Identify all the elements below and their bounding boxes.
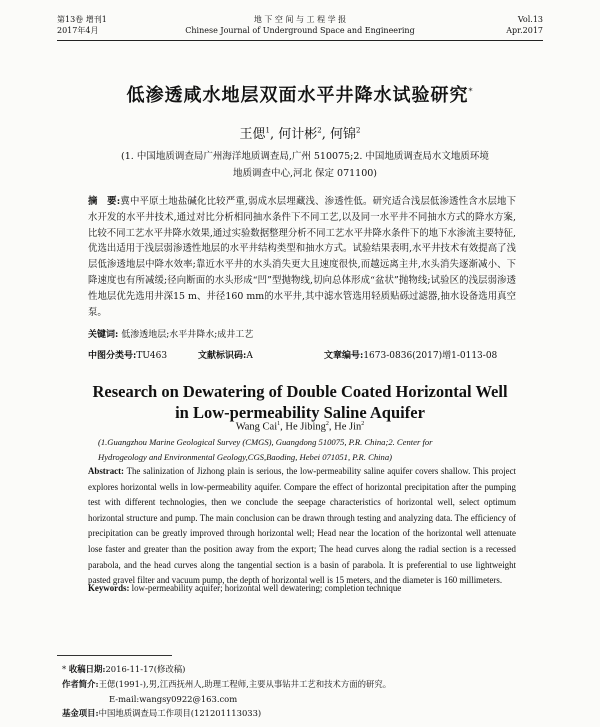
doc-code: 文献标识码:A bbox=[198, 351, 253, 361]
keywords-label: 关键词: bbox=[88, 330, 119, 340]
author-affil-sup: 2 bbox=[325, 421, 329, 427]
affiliation-cn bbox=[120, 148, 490, 182]
article-number: 文章编号:1673-0836(2017)增1-0113-08 bbox=[324, 351, 498, 361]
running-header bbox=[57, 12, 543, 41]
author-affil-sup: 2 bbox=[361, 421, 365, 427]
abstract-en bbox=[88, 464, 516, 589]
abstract-en-text: The salinization of Jizhong plain is serious, the low-permeability saline aquifer covers shallow. This project explores horizontal wells in low-permeability aquifer. Compare the effect of horizontal precipitation after the pumping test with different technologies, then we conclude the seepage characteristics of horizontal well, select optimum horizontal structure and pump. The main conclusion can be drawn through testing and analyzing data. The efficiency of precipitation can be greatly improved through horizontal well; Head near the location of the horizontal well attenuate lose faster and greater than the position away from the export; The head curves along the radial section is a recessed parabola, and the head curves along the tangential section is a basin of parabola. It is preferential to use lightweight pasted gravel filter and vacuum pump, the depth of horizontal well is 15 meters, and the diameter is 160 millimeters. bbox=[88, 466, 517, 586]
abstract-cn bbox=[88, 194, 516, 320]
header-journal-en: Chinese Journal of Underground Space and Engineering bbox=[185, 26, 415, 35]
header-volume: 第13卷 增刊1 bbox=[57, 15, 107, 24]
author-name-en: He Jin bbox=[334, 421, 362, 433]
affiliation-line: (1. 中国地质调查局广州海洋地质调查局,广州 510075;2. 中国地质调查局水文地质环境 bbox=[121, 151, 489, 162]
header-journal-cn: 地 下 空 间 与 工 程 学 报 bbox=[253, 15, 347, 24]
author-name: 何锦 bbox=[330, 127, 357, 142]
title-footnote-mark: * bbox=[468, 87, 474, 96]
abstract-label: 摘 要: bbox=[88, 196, 121, 207]
author-affil-sup: 2 bbox=[356, 126, 361, 135]
author-affil-sup: 1 bbox=[265, 126, 270, 135]
affiliation-en bbox=[98, 435, 518, 465]
title-en-line: in Low-permeability Saline Aquifer bbox=[175, 403, 425, 422]
clc-number: 中图分类号:TU463 bbox=[88, 351, 168, 361]
received-date: * 收稿日期:2016-11-17(修改稿) bbox=[62, 664, 186, 674]
header-vol-en bbox=[506, 14, 543, 36]
author-bio: 作者简介:王偲(1991-),男,江西抚州人,助理工程师,主要从事钻井工艺和技术方面的研究。 bbox=[62, 678, 392, 689]
abstract-text: 冀中平原土地盐碱化比较严重,弱成水层埋藏浅、渗透性低。研究适合浅层低渗透性含水层地下水开发的水平井技术,通过对比分析相同抽水条件下不同工艺,以及同一水平井不同抽水方式的降水方案,比较不同工艺水平井降水效果,通过实验数据整理分析不同工艺水平井降水条件下的地下水渗流主要特征,优选出适用于浅层弱渗透性地层的水平井结构类型和抽水方式。试验结果表明,水平井技术有效提高了浅层低渗透地层中降水效率;靠近水平井的水头消失更大且速度很快,而越远离主井,水头消失逐渐减小、下降速度也有所减缓;径向断面的水头形成“凹”型抛物线,切向总体形成“盆状”抛物线;试验区的浅层弱渗透性地层优先选用井深15 m、井径160 mm的水平井,其中滤水管选用轻质贴砾过滤器,抽水设备选用真空泵。 bbox=[88, 196, 517, 318]
keywords-text: 低渗透地层;水平井降水;成井工艺 bbox=[121, 330, 254, 340]
keywords-cn bbox=[88, 327, 253, 340]
paper-title-cn bbox=[40, 81, 560, 107]
paper-title-text: 低渗透咸水地层双面水平井降水试验研究 bbox=[126, 85, 469, 106]
author-name: 何计彬 bbox=[278, 127, 318, 142]
header-date: 2017年4月 bbox=[57, 26, 99, 35]
footnote-divider bbox=[57, 655, 172, 656]
affiliation-en-line: Hydrogeology and Environmental Geology,CGS,Baoding, Hebei 071051, P.R. China) bbox=[98, 452, 392, 462]
keywords-en-label: Keywords: bbox=[88, 583, 130, 593]
author-affil-sup: 2 bbox=[317, 126, 322, 135]
author-email: E-mail:wangsy0922@163.com bbox=[109, 693, 238, 704]
fund-project: 基金项目:中国地质调查局工作项目(121201113033) bbox=[62, 708, 262, 719]
author-name: 王偲 bbox=[239, 127, 266, 142]
author-name-en: He Jibing bbox=[285, 421, 326, 433]
abstract-en-label: Abstract: bbox=[88, 466, 124, 476]
header-vol-date: Apr.2017 bbox=[506, 26, 543, 35]
author-name-en: Wang Cai bbox=[235, 421, 278, 433]
header-journal bbox=[57, 14, 543, 36]
authors-en: Wang Cai$^1$, He Jibing$^2$, He Jin$^2$ bbox=[235, 421, 365, 433]
affiliation-en-line: (1.Guangzhou Marine Geological Survey (CMGS), Guangdong 510075, P.R. China;2. Center for bbox=[98, 437, 433, 447]
affiliation-line: 地质调查中心,河北 保定 071100) bbox=[232, 168, 378, 179]
header-vol-number: Vol.13 bbox=[517, 15, 543, 24]
paper-title-en bbox=[40, 381, 560, 423]
title-en-line: Research on Dewatering of Double Coated Horizontal Well bbox=[92, 382, 508, 401]
keywords-en-text: low-permeability aquifer; horizontal well dewatering; completion technique bbox=[131, 583, 402, 593]
authors-cn: 王偲$^1$, 何计彬$^2$, 何锦$^2$ bbox=[239, 126, 361, 142]
keywords-en bbox=[88, 583, 516, 593]
author-affil-sup: 1 bbox=[277, 421, 281, 427]
footnote bbox=[62, 662, 542, 721]
